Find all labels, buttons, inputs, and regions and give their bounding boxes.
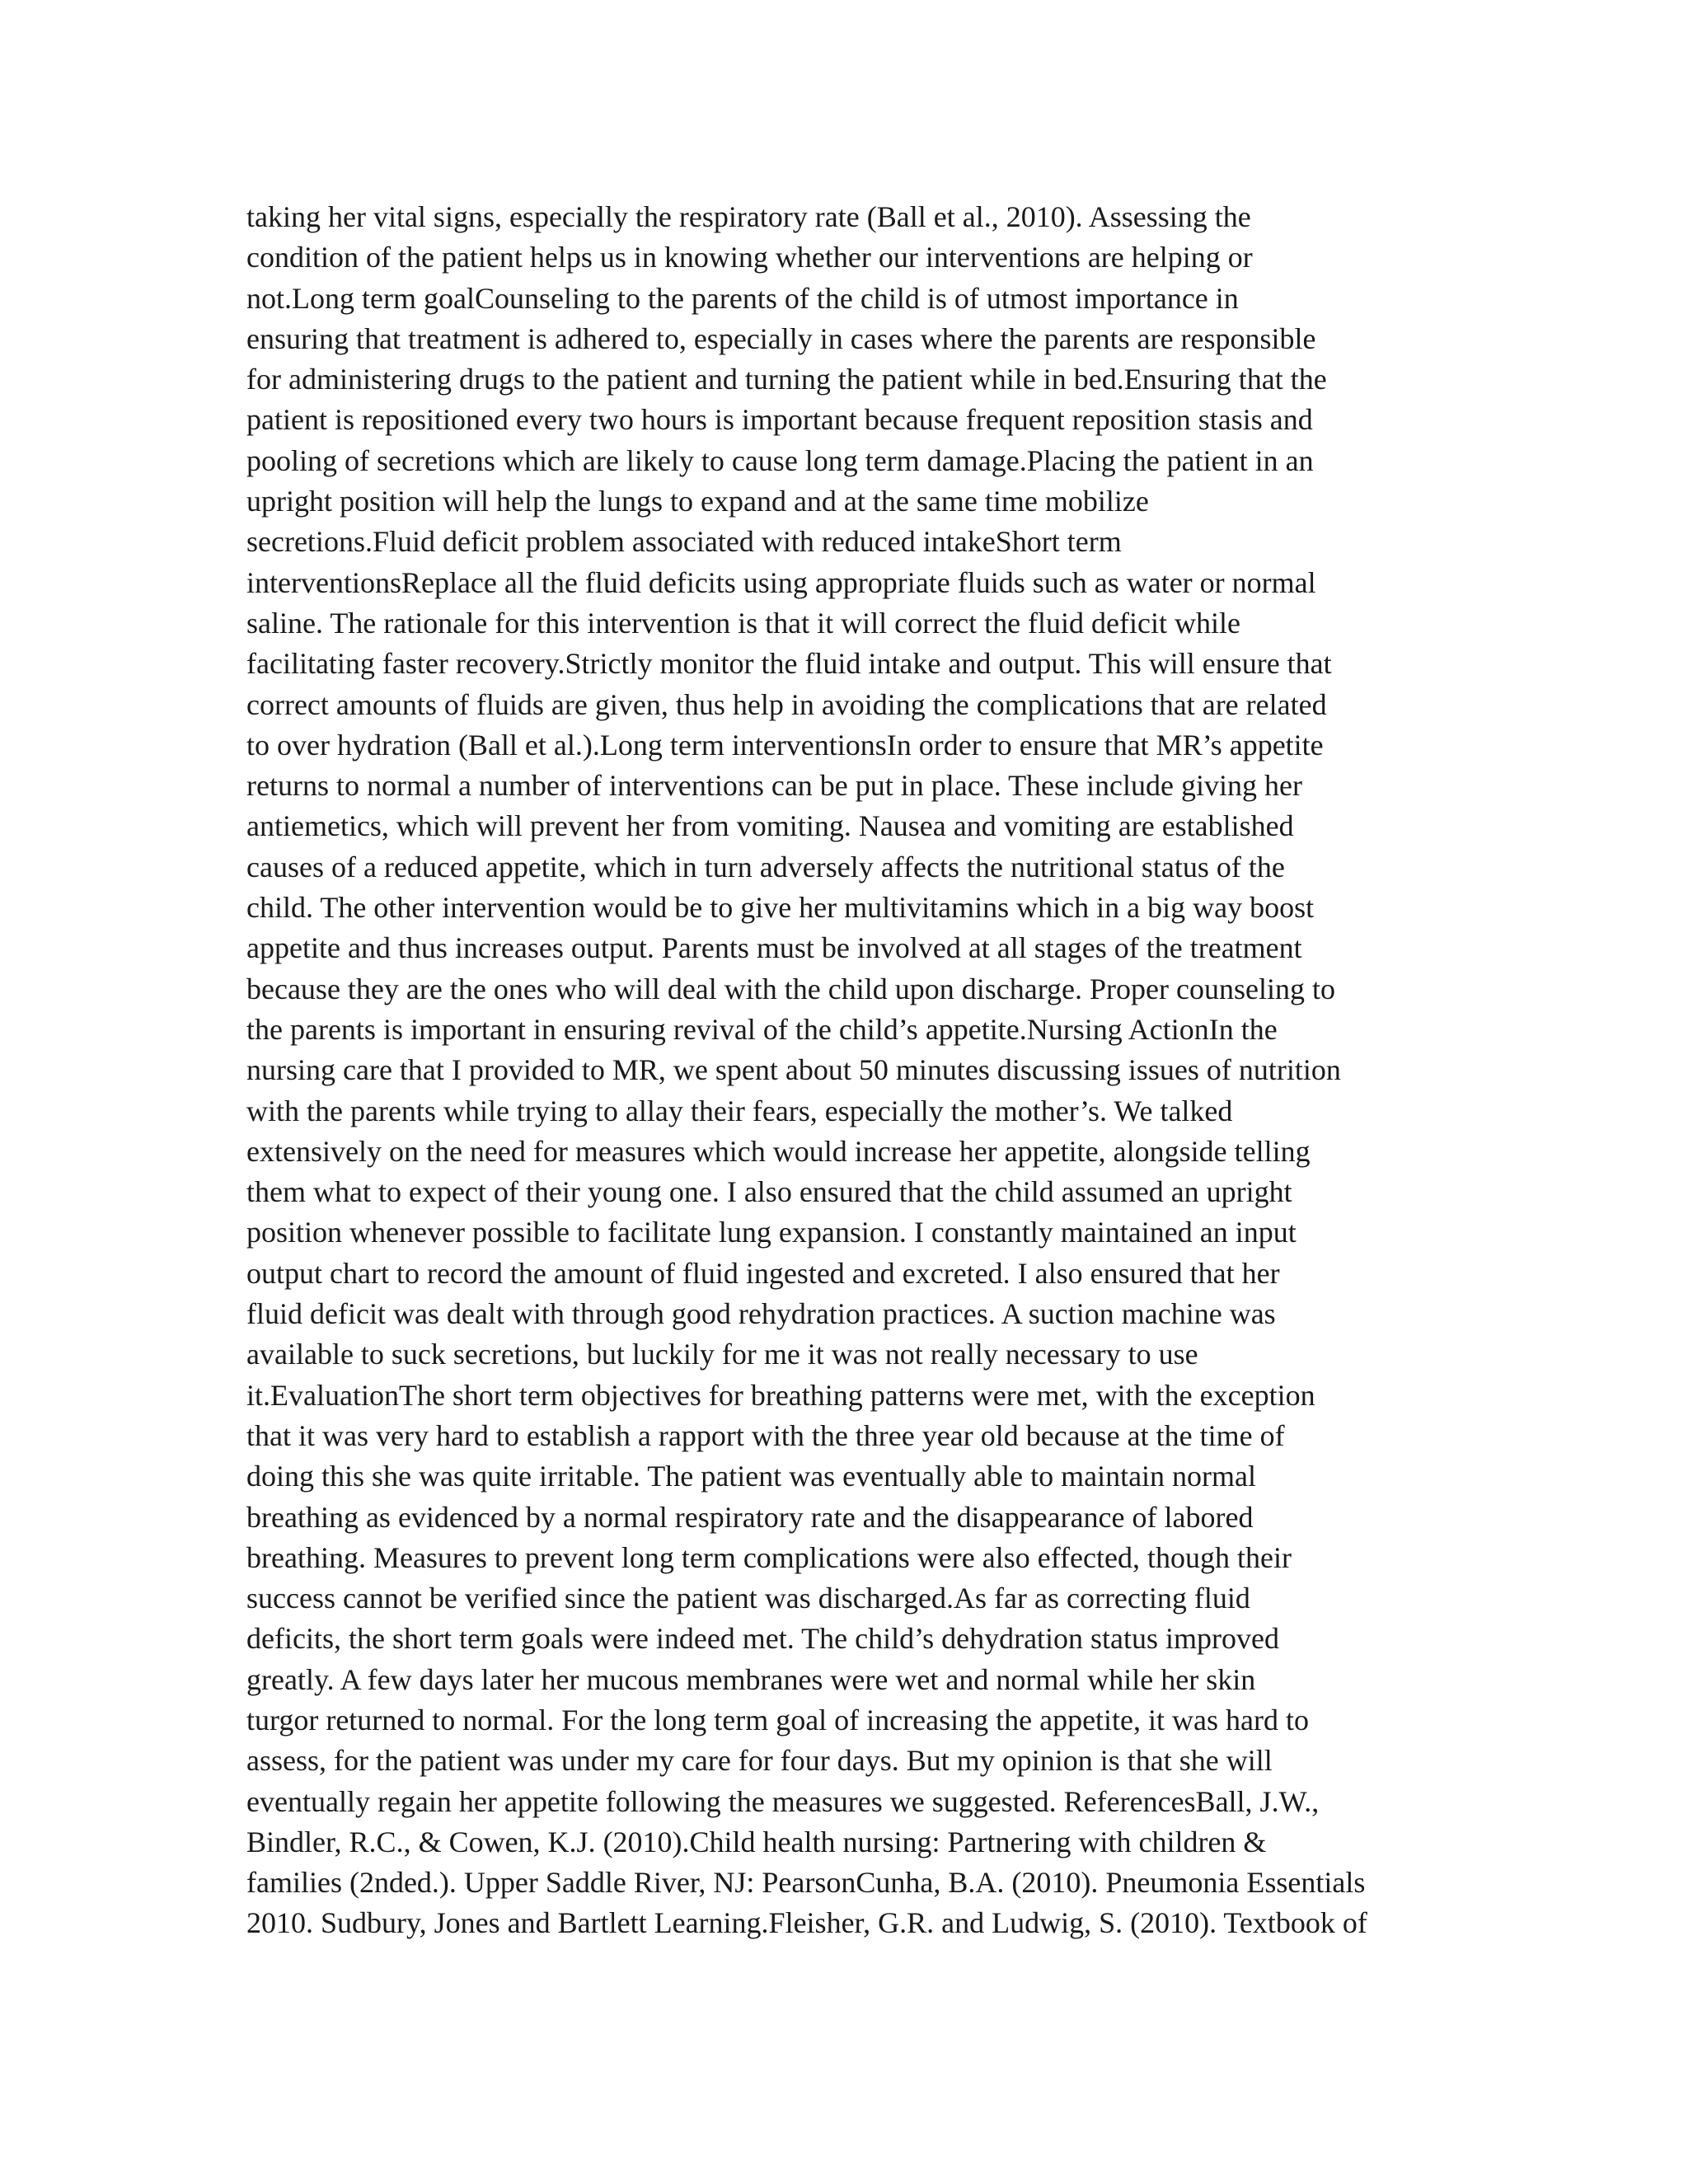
text-line: available to suck secretions, but luckily for me it was not really necessary to use (246, 1338, 1198, 1371)
text-line: interventionsReplace all the fluid deficits using appropriate fluids such as water or normal (246, 565, 1316, 599)
text-line: returns to normal a number of interventions can be put in place. These include giving her (246, 769, 1302, 803)
text-line: nursing care that I provided to MR, we spent about 50 minutes discussing issues of nutrition (246, 1053, 1341, 1087)
text-line: upright position will help the lungs to expand and at the same time mobilize (246, 485, 1149, 518)
text-line: not.Long term goalCounseling to the parents of the child is of utmost importance in (246, 281, 1239, 315)
text-line: causes of a reduced appetite, which in turn adversely affects the nutritional status of the (246, 850, 1285, 883)
text-line: turgor returned to normal. For the long term goal of increasing the appetite, it was hard to (246, 1703, 1309, 1736)
text-line: doing this she was quite irritable. The patient was eventually able to maintain normal (246, 1460, 1257, 1493)
text-line: it.EvaluationThe short term objectives for breathing patterns were met, with the exception (246, 1378, 1315, 1412)
text-line: extensively on the need for measures which would increase her appetite, alongside telling (246, 1134, 1311, 1168)
text-line: taking her vital signs, especially the respiratory rate (Ball et al., 2010). Assessing the (246, 200, 1251, 233)
text-line: success cannot be verified since the patient was discharged.As far as correcting fluid (246, 1582, 1250, 1615)
text-line: the parents is important in ensuring revival of the child’s appetite.Nursing ActionIn the (246, 1012, 1278, 1046)
text-line: Bindler, R.C., & Cowen, K.J. (2010).Child health nursing: Partnering with children & (246, 1825, 1267, 1858)
text-line: deficits, the short term goals were indeed met. The child’s dehydration status improved (246, 1622, 1280, 1656)
text-line: output chart to record the amount of fluid ingested and excreted. I also ensured that her (246, 1256, 1280, 1290)
text-line: eventually regain her appetite following the measures we suggested. ReferencesBall, J.W., (246, 1784, 1320, 1818)
text-line: families (2nded.). Upper Saddle River, NJ: PearsonCunha, B.A. (2010). Pneumonia Essentials (246, 1866, 1366, 1900)
text-line: condition of the patient helps us in knowing whether our interventions are helping or (246, 241, 1253, 274)
text-line: saline. The rationale for this intervention is that it will correct the fluid deficit while (246, 606, 1240, 640)
text-line: position whenever possible to facilitate lung expansion. I constantly maintained an input (246, 1216, 1296, 1249)
text-line: breathing. Measures to prevent long term complications were also effected, though their (246, 1540, 1292, 1574)
text-line: assess, for the patient was under my care for four days. But my opinion is that she will (246, 1744, 1273, 1778)
text-line: patient is repositioned every two hours is important because frequent reposition stasis and (246, 403, 1313, 437)
text-line: that it was very hard to establish a rapport with the three year old because at the time of (246, 1418, 1285, 1452)
text-line: because they are the ones who will deal with the child upon discharge. Proper counseling to (246, 972, 1335, 1005)
text-line: ensuring that treatment is adhered to, especially in cases where the parents are responsible (246, 321, 1316, 355)
text-line: with the parents while trying to allay their fears, especially the mother’s. We talked (246, 1094, 1233, 1127)
text-line: child. The other intervention would be to give her multivitamins which in a big way boost (246, 891, 1315, 925)
text-line: antiemetics, which will prevent her from vomiting. Nausea and vomiting are established (246, 809, 1294, 843)
text-line: to over hydration (Ball et al.).Long term interventionsIn order to ensure that MR’s appetite (246, 728, 1324, 762)
body-text (246, 197, 1466, 1944)
text-line: breathing as evidenced by a normal respiratory rate and the disappearance of labored (246, 1500, 1254, 1534)
text-line: pooling of secretions which are likely to cause long term damage.Placing the patient in an (246, 443, 1314, 477)
text-line: secretions.Fluid deficit problem associated with reduced intakeShort term (246, 525, 1122, 559)
text-line: appetite and thus increases output. Parents must be involved at all stages of the treatment (246, 931, 1302, 965)
text-line: fluid deficit was dealt with through good rehydration practices. A suction machine was (246, 1297, 1276, 1331)
text-line: them what to expect of their young one. I also ensured that the child assumed an upright (246, 1175, 1292, 1209)
text-line: for administering drugs to the patient and turning the patient while in bed.Ensuring that the (246, 363, 1327, 396)
text-line: 2010. Sudbury, Jones and Bartlett Learning.Fleisher, G.R. and Ludwig, S. (2010). Textbook of (246, 1906, 1367, 1940)
text-line: facilitating faster recovery.Strictly monitor the fluid intake and output. This will ensure that (246, 647, 1332, 681)
text-line: correct amounts of fluids are given, thus help in avoiding the complications that are related (246, 687, 1327, 721)
text-line: greatly. A few days later her mucous membranes were wet and normal while her skin (246, 1662, 1256, 1696)
